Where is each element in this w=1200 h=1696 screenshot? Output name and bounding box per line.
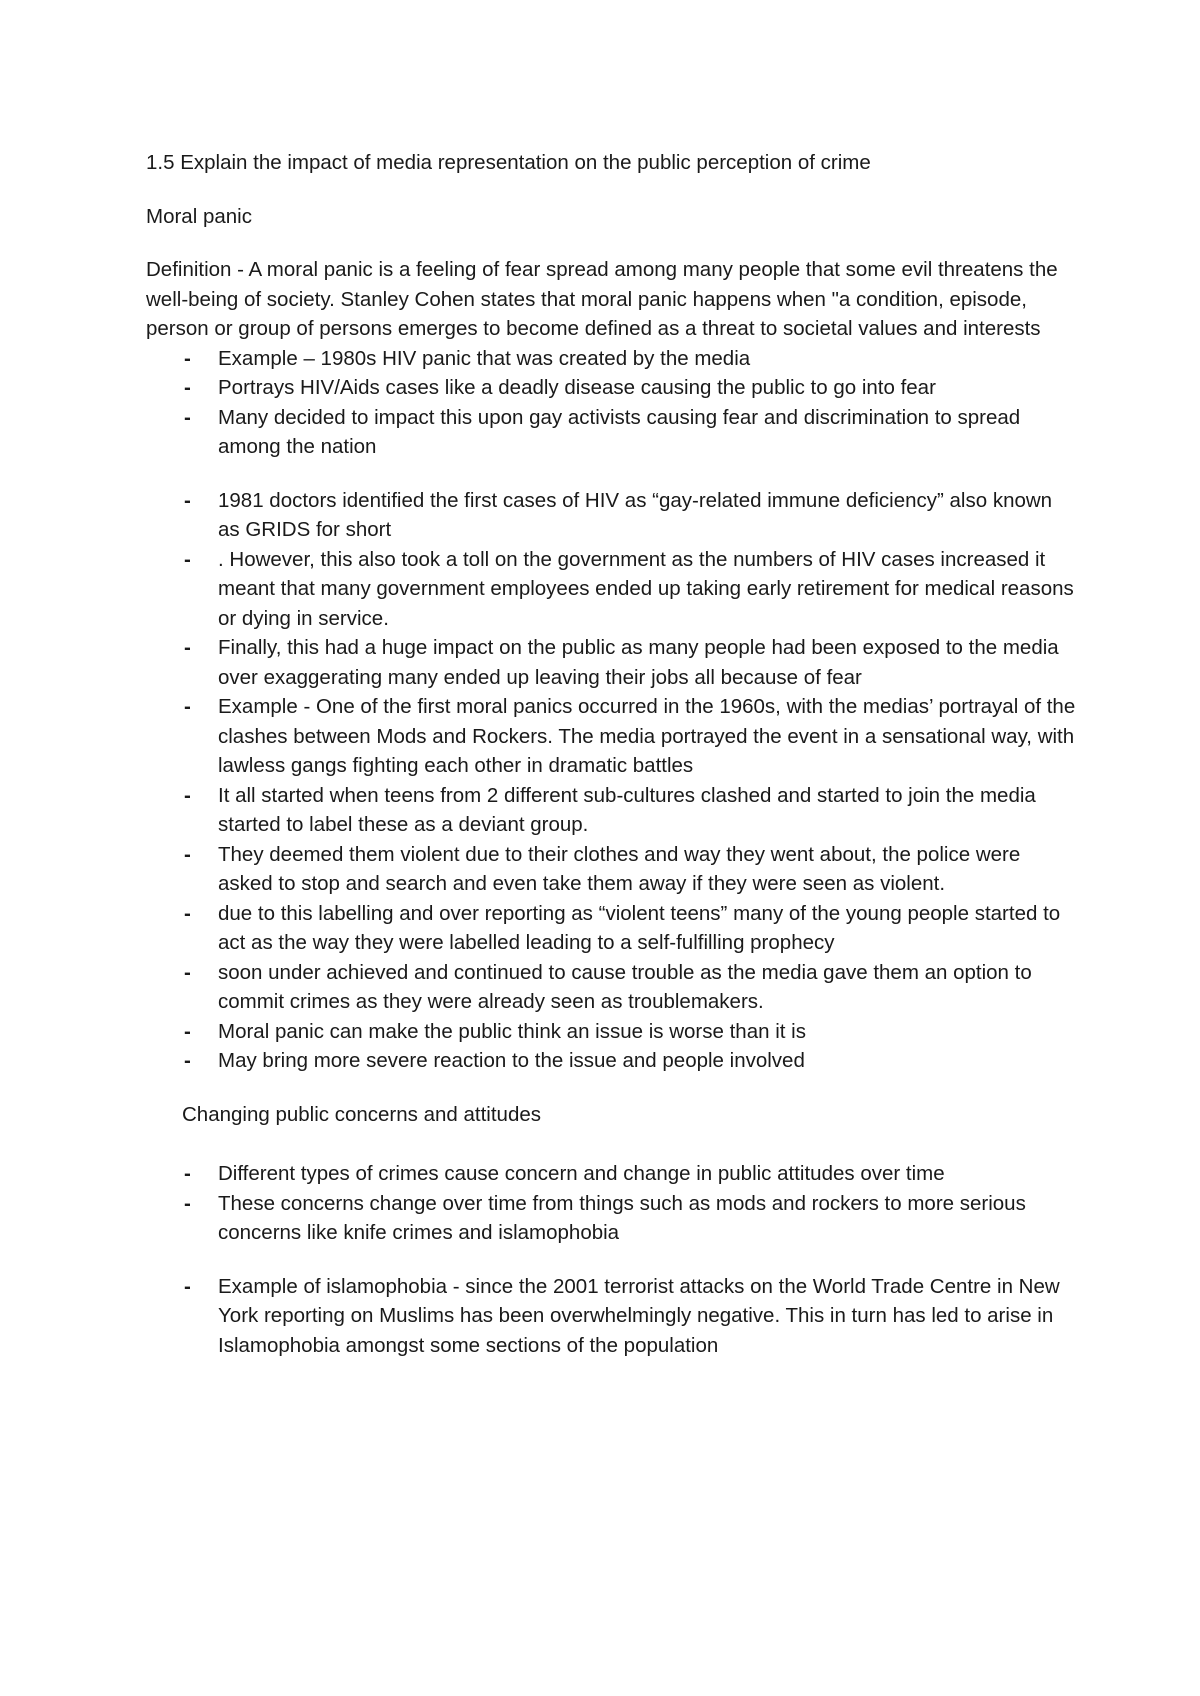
changing-concerns-list-1 xyxy=(146,1159,1076,1248)
list-item: - They deemed them violent due to their clothes and way they went about, the police were asked to stop and search and even take them away if they were seen as violent. xyxy=(146,840,1076,899)
dash-bullet: - xyxy=(184,405,191,429)
list-item: - 1981 doctors identified the first cases of HIV as “gay-related immune deficiency” also known as GRIDS for short xyxy=(146,486,1076,545)
dash-bullet: - xyxy=(184,488,191,512)
definition-paragraph: Definition - A moral panic is a feeling of fear spread among many people that some evil threatens the well-being of society. Stanley Cohen states that moral panic happens when "a condition, episode, person or group of persons emerges to become defined as a threat to societal values and interests xyxy=(146,258,1058,340)
dash-bullet: - xyxy=(184,842,191,866)
list-item: - . However, this also took a toll on the government as the numbers of HIV cases increased it meant that many government employees ended up taking early retirement for medical reasons or dying in service. xyxy=(146,545,1076,634)
list-item: - Finally, this had a huge impact on the public as many people had been exposed to the media over exaggerating many ended up leaving their jobs all because of fear xyxy=(146,633,1076,692)
list-item: - Example – 1980s HIV panic that was created by the media xyxy=(146,344,1076,374)
list-item: - due to this labelling and over reporting as “violent teens” many of the young people started to act as the way they were labelled leading to a self-fulfilling prophecy xyxy=(146,899,1076,958)
dash-bullet: - xyxy=(184,547,191,571)
dash-bullet: - xyxy=(184,901,191,925)
dash-bullet: - xyxy=(184,1162,191,1185)
moral-panic-list-1 xyxy=(146,344,1076,462)
dash-bullet: - xyxy=(184,1049,191,1072)
dash-bullet: - xyxy=(184,960,191,984)
list-item: - Example - One of the first moral panics occurred in the 1960s, with the medias’ portrayal of the clashes between Mods and Rockers. The media portrayed the event in a sensational way, with lawless gangs fighting each other in dramatic battles xyxy=(146,692,1076,781)
dash-bullet: - xyxy=(184,346,191,370)
list-item: - Different types of crimes cause concern and change in public attitudes over time xyxy=(146,1159,1076,1189)
moral-panic-list-2 xyxy=(146,486,1076,1076)
dash-bullet: - xyxy=(184,1274,191,1298)
list-item: - Portrays HIV/Aids cases like a deadly disease causing the public to go into fear xyxy=(146,373,1076,403)
section-heading-moral-panic: Moral panic xyxy=(146,204,252,228)
list-item: - May bring more severe reaction to the issue and people involved xyxy=(146,1046,1076,1076)
section-heading-changing-concerns: Changing public concerns and attitudes xyxy=(182,1102,541,1126)
dash-bullet: - xyxy=(184,1191,191,1215)
list-item: - Many decided to impact this upon gay activists causing fear and discrimination to spread among the nation xyxy=(146,403,1076,462)
dash-bullet: - xyxy=(184,376,191,399)
dash-bullet: - xyxy=(184,695,191,718)
dash-bullet: - xyxy=(184,783,191,807)
document-title: 1.5 Explain the impact of media representation on the public perception of crime xyxy=(146,151,871,174)
list-item: - soon under achieved and continued to cause trouble as the media gave them an option to commit crimes as they were already seen as troublemakers. xyxy=(146,958,1076,1017)
dash-bullet: - xyxy=(184,1019,191,1043)
list-item: - These concerns change over time from things such as mods and rockers to more serious concerns like knife crimes and islamophobia xyxy=(146,1189,1076,1248)
document-body xyxy=(146,148,1076,1360)
list-item: - Example of islamophobia - since the 2001 terrorist attacks on the World Trade Centre in New York reporting on Muslims has been overwhelmingly negative. This in turn has led to arise in Islamophobia amongst some sections of the population xyxy=(146,1272,1076,1361)
list-item: - Moral panic can make the public think an issue is worse than it is xyxy=(146,1017,1076,1047)
changing-concerns-list-2 xyxy=(146,1272,1076,1361)
dash-bullet: - xyxy=(184,636,191,659)
list-item: - It all started when teens from 2 different sub-cultures clashed and started to join the media started to label these as a deviant group. xyxy=(146,781,1076,840)
